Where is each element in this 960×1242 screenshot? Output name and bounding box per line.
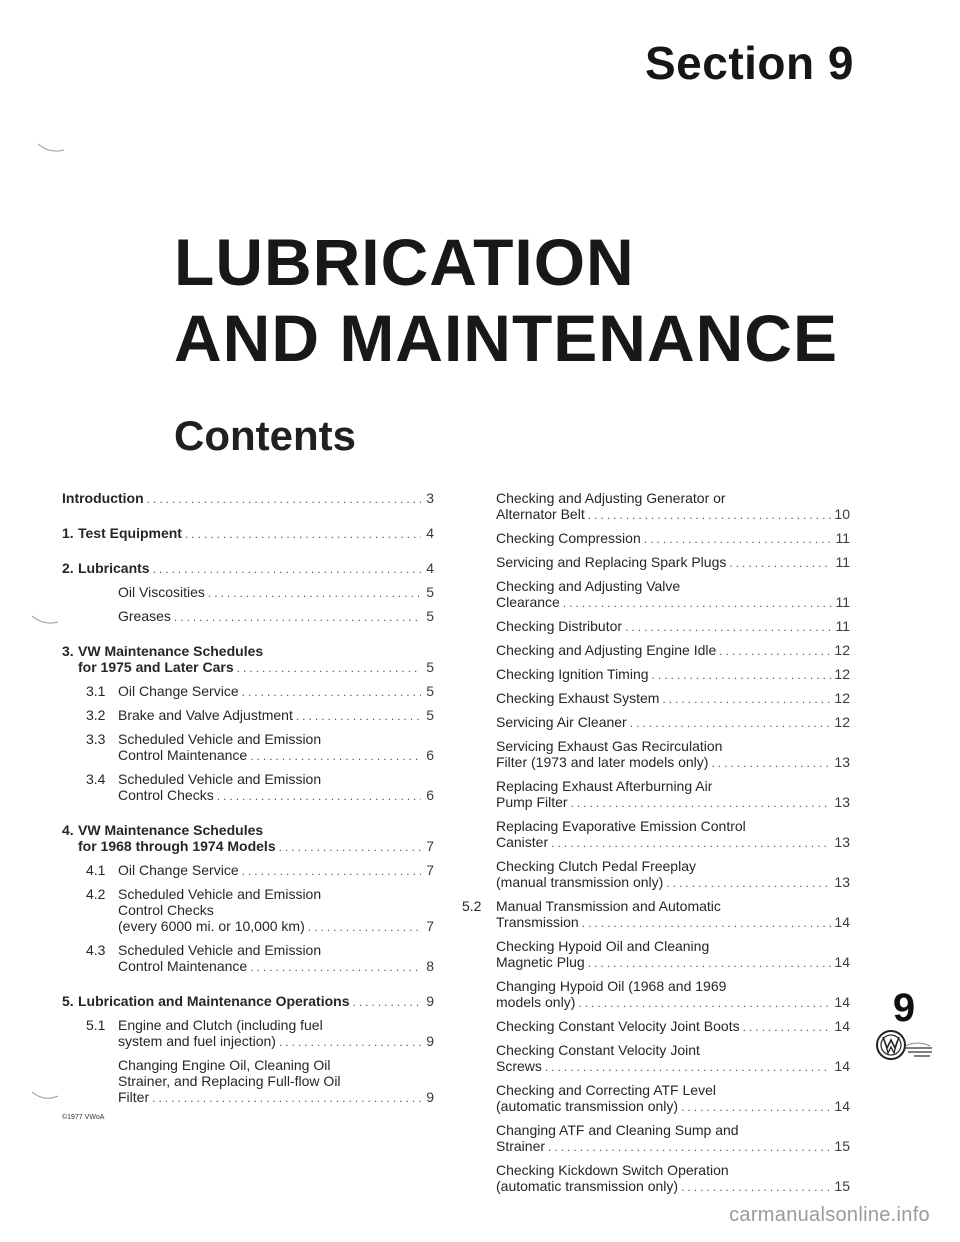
toc-page-number: 14 [834,1058,850,1074]
toc-page-number: 6 [426,787,434,803]
toc-page-number: 5 [426,608,434,624]
toc-entry-line: Scheduled Vehicle and Emission [118,731,322,747]
toc-entry[interactable] [496,738,850,771]
toc-leader-dots [352,994,421,1010]
scan-mark-icon [30,612,62,628]
toc-entry-number: 1. [62,525,74,541]
toc-leader-dots [153,561,421,577]
toc-entry-title: system and fuel injection) [118,1033,276,1049]
toc-leader-dots [250,748,421,764]
toc-entry[interactable] [62,731,434,764]
toc-entry-title: Filter [118,1089,150,1105]
toc-entry-title: Checking and Adjusting Engine Idle [496,642,717,658]
toc-leader-dots [662,691,831,707]
toc-entry-line: Replacing Exhaust Afterburning Air [496,778,713,794]
toc-entry-title: Checking Ignition Timing [496,666,649,682]
toc-page-number: 7 [426,838,434,854]
toc-entry-line: Checking and Adjusting Generator or [496,490,726,506]
toc-entry[interactable] [62,608,434,625]
toc-entry[interactable] [62,993,434,1010]
toc-page-number: 14 [834,994,850,1010]
toc-leader-dots [719,643,831,659]
toc-entry[interactable] [462,898,850,931]
toc-right-column [462,490,850,1202]
toc-entry[interactable] [496,490,850,523]
toc-entry[interactable] [496,618,850,635]
toc-page-number: 9 [426,1033,434,1049]
toc-entry-number: 5.1 [86,1017,106,1033]
toc-entry-title: Clearance [496,594,560,610]
toc-page-number: 5 [426,584,434,600]
tab-number: 9 [892,986,916,1030]
toc-entry-line: Checking Clutch Pedal Freeplay [496,858,696,874]
toc-entry[interactable] [62,822,434,855]
toc-leader-dots [588,507,832,523]
vw-logo-icon [874,1028,934,1062]
toc-entry[interactable] [62,643,434,676]
toc-leader-dots [571,795,832,811]
toc-entry-number: 3.4 [86,771,106,787]
toc-entry-title: Oil Viscosities [118,584,205,600]
toc-entry[interactable] [496,1042,850,1075]
toc-page-number: 14 [834,1098,850,1114]
toc-page-number: 5 [426,683,434,699]
toc-page-number: 15 [834,1138,850,1154]
toc-entry-number: 2. [62,560,74,576]
toc-entry[interactable] [62,771,434,804]
toc-leader-dots [666,875,831,891]
toc-entry-line: Engine and Clutch (including fuel [118,1017,323,1033]
toc-leader-dots [237,660,421,676]
toc-entry-line: Scheduled Vehicle and Emission [118,886,322,902]
toc-entry-title: Pump Filter [496,794,568,810]
toc-leader-dots [174,609,421,625]
toc-leader-dots [250,959,421,975]
toc-leader-dots [743,1019,832,1035]
toc-leader-dots [711,755,831,771]
toc-entry-title: Control Maintenance [118,958,248,974]
toc-page-number: 14 [834,1018,850,1034]
toc-entry-title: Screws [496,1058,542,1074]
toc-entry[interactable] [496,666,850,683]
toc-entry[interactable] [62,886,434,935]
toc-entry-number: 5. [62,993,74,1009]
toc-left-column [62,490,434,1113]
toc-page-number: 14 [834,914,850,930]
toc-leader-dots [242,863,421,879]
toc-entry-title: Checking Constant Velocity Joint Boots [496,1018,740,1034]
toc-leader-dots [208,585,421,601]
toc-entry-number: 3. [62,643,74,659]
toc-page-number: 13 [834,834,850,850]
toc-page-number: 8 [426,958,434,974]
toc-page-number: 11 [835,530,850,546]
section-title: Section 9 [644,37,854,89]
toc-entry[interactable] [496,530,850,547]
toc-entry-title: for 1968 through 1974 Models [78,838,276,854]
toc-page-number: 5 [426,707,434,723]
toc-page-number: 4 [426,525,434,541]
toc-entry[interactable] [496,938,850,971]
toc-entry-line: Changing ATF and Cleaning Sump and [496,1122,739,1138]
toc-page-number: 12 [834,642,850,658]
toc-entry[interactable] [496,554,850,571]
section-tab-marker [872,988,936,1062]
toc-page-number: 14 [834,954,850,970]
toc-entry[interactable] [62,525,434,542]
toc-entry-line: VW Maintenance Schedules [78,822,264,838]
toc-page-number: 5 [426,659,434,675]
toc-entry-line: Manual Transmission and Automatic [496,898,721,914]
toc-entry-number: 4. [62,822,74,838]
toc-entry-title: Filter (1973 and later models only) [496,754,709,770]
main-title-line-2: AND MAINTENANCE [174,301,838,375]
toc-leader-dots [578,995,831,1011]
toc-page-number: 11 [835,618,850,634]
toc-entry-title: Greases [118,608,171,624]
toc-entry-title: Alternator Belt [496,506,585,522]
toc-leader-dots [681,1099,831,1115]
toc-entry[interactable] [496,690,850,707]
toc-leader-dots [551,835,831,851]
toc-page-number: 13 [834,754,850,770]
toc-entry-number: 4.1 [86,862,106,878]
toc-entry-title: Checking Compression [496,530,641,546]
toc-page-number: 7 [426,862,434,878]
toc-entry[interactable] [496,642,850,659]
toc-entry-number: 3.1 [86,683,106,699]
toc-entry-title: Strainer [496,1138,546,1154]
toc-entry[interactable] [496,978,850,1011]
toc-entry-title: (every 6000 mi. or 10,000 km) [118,918,305,934]
toc-leader-dots [681,1179,831,1195]
toc-leader-dots [548,1139,831,1155]
toc-entry-title: Brake and Valve Adjustment [118,707,293,723]
toc-page-number: 12 [834,714,850,730]
toc-leader-dots [582,915,832,931]
toc-entry-line: Replacing Evaporative Emission Control [496,818,746,834]
toc-entry-number: 4.3 [86,942,106,958]
copyright-notice: ©1977 VWoA [62,1114,105,1121]
toc-leader-dots [308,919,421,935]
toc-page-number: 12 [834,690,850,706]
toc-leader-dots [217,788,421,804]
toc-entry-title: Control Maintenance [118,747,248,763]
toc-leader-dots [545,1059,832,1075]
toc-leader-dots [147,491,421,507]
toc-entry-title: Transmission [496,914,579,930]
toc-entry-title: Servicing and Replacing Spark Plugs [496,554,727,570]
toc-entry-title: for 1975 and Later Cars [78,659,234,675]
toc-entry[interactable] [496,1018,850,1035]
toc-entry-line: Checking and Adjusting Valve [496,578,681,594]
scan-mark-icon [36,140,68,156]
toc-entry[interactable] [496,578,850,611]
toc-page-number: 15 [834,1178,850,1194]
toc-entry-line: Scheduled Vehicle and Emission [118,942,322,958]
toc-entry-title: Servicing Air Cleaner [496,714,627,730]
toc-leader-dots [652,667,832,683]
toc-entry-title: (manual transmission only) [496,874,664,890]
toc-page-number: 7 [426,918,434,934]
toc-leader-dots [296,708,421,724]
toc-entry-title: Lubricants [78,560,150,576]
toc-leader-dots [242,684,421,700]
toc-entry-title: Oil Change Service [118,862,239,878]
main-title [174,224,838,376]
scan-mark-icon [30,1088,62,1104]
toc-page-number: 13 [834,794,850,810]
toc-entry-line: Scheduled Vehicle and Emission [118,771,322,787]
toc-leader-dots [563,595,833,611]
toc-entry[interactable] [62,707,434,724]
toc-entry[interactable] [62,862,434,879]
toc-entry-title: models only) [496,994,576,1010]
toc-entry-title: Checking Distributor [496,618,623,634]
toc-entry-line: Servicing Exhaust Gas Recirculation [496,738,723,754]
toc-entry-title: (automatic transmission only) [496,1098,679,1114]
toc-entry-line: Checking Kickdown Switch Operation [496,1162,729,1178]
toc-entry-title: Lubrication and Maintenance Operations [78,993,350,1009]
toc-entry-number: 3.3 [86,731,106,747]
toc-entry[interactable] [62,683,434,700]
watermark-text: carmanualsonline.info [729,1204,930,1226]
toc-entry-line: Checking Constant Velocity Joint [496,1042,700,1058]
toc-entry[interactable] [62,1057,434,1106]
toc-leader-dots [625,619,832,635]
toc-entry-line: Checking Hypoid Oil and Cleaning [496,938,710,954]
toc-entry-title: Checking Exhaust System [496,690,660,706]
toc-entry[interactable] [496,1122,850,1155]
toc-entry-line: VW Maintenance Schedules [78,643,264,659]
toc-leader-dots [152,1090,421,1106]
toc-entry[interactable] [496,1082,850,1115]
toc-page-number: 10 [834,506,850,522]
toc-entry-line: Control Checks [118,902,214,918]
toc-entry-title: Test Equipment [78,525,182,541]
toc-entry[interactable] [496,778,850,811]
toc-leader-dots [729,555,832,571]
toc-leader-dots [185,526,421,542]
toc-entry-title: Control Checks [118,787,214,803]
toc-leader-dots [630,715,832,731]
toc-page-number: 6 [426,747,434,763]
main-title-line-1: LUBRICATION [174,225,635,299]
toc-entry-line: Strainer, and Replacing Full-flow Oil [118,1073,341,1089]
toc-entry-title: Introduction [62,490,144,506]
toc-entry-number: 5.2 [462,898,482,914]
toc-page-number: 4 [426,560,434,576]
toc-entry[interactable] [62,560,434,577]
toc-page-number: 11 [835,594,850,610]
toc-entry[interactable] [62,1017,434,1050]
toc-entry[interactable] [62,490,434,507]
toc-page-number: 9 [426,1089,434,1105]
toc-entry-title: Canister [496,834,549,850]
toc-entry[interactable] [496,818,850,851]
toc-entry[interactable] [62,584,434,601]
toc-page-number: 9 [426,993,434,1009]
contents-heading: Contents [174,412,356,459]
toc-entry-line: Checking and Correcting ATF Level [496,1082,716,1098]
toc-leader-dots [588,955,832,971]
toc-entry-line: Changing Hypoid Oil (1968 and 1969 [496,978,727,994]
toc-leader-dots [279,1034,421,1050]
toc-page-number: 3 [426,490,434,506]
toc-entry-title: Magnetic Plug [496,954,585,970]
toc-entry[interactable] [62,942,434,975]
toc-page-number: 12 [834,666,850,682]
toc-entry-line: Changing Engine Oil, Cleaning Oil [118,1057,331,1073]
toc-leader-dots [644,531,833,547]
toc-page-number: 13 [834,874,850,890]
toc-entry-title: (automatic transmission only) [496,1178,679,1194]
toc-entry-number: 3.2 [86,707,106,723]
toc-entry[interactable] [496,858,850,891]
toc-page-number: 11 [835,554,850,570]
toc-entry-number: 4.2 [86,886,106,902]
toc-entry-title: Oil Change Service [118,683,239,699]
toc-entry[interactable] [496,1162,850,1195]
toc-leader-dots [279,839,421,855]
toc-entry[interactable] [496,714,850,731]
